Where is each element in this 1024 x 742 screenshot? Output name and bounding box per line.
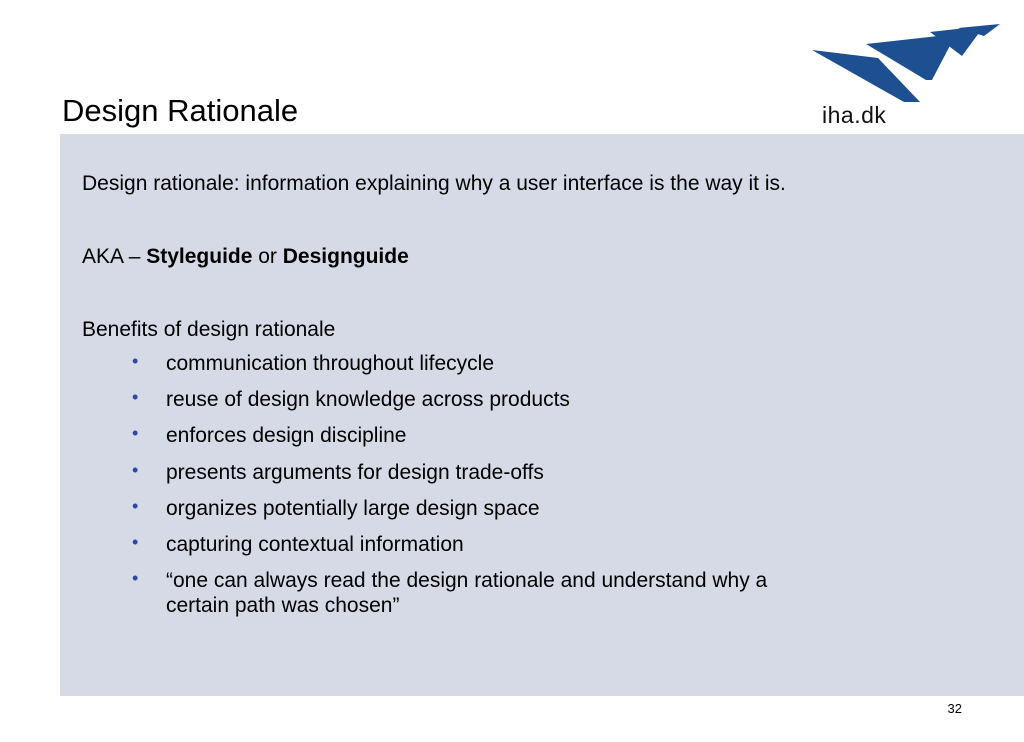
list-item xyxy=(132,532,767,557)
iha-logo xyxy=(808,22,1004,130)
aka-term-designguide: Designguide xyxy=(282,245,409,268)
list-item-text: organizes potentially large design space xyxy=(166,496,540,520)
aka-line xyxy=(82,244,409,269)
slide-title: Design Rationale xyxy=(62,93,299,128)
list-item xyxy=(132,387,767,412)
list-item-text: capturing contextual information xyxy=(166,532,464,556)
list-item-text: enforces design discipline xyxy=(166,424,407,448)
aka-or: or xyxy=(252,245,283,268)
bullet-icon: • xyxy=(132,423,139,444)
bullet-icon: • xyxy=(132,351,139,371)
aka-term-styleguide: Styleguide xyxy=(146,245,253,268)
list-item xyxy=(132,496,767,521)
list-item-text: “one can always read the design rationale and understand why a certain path was chosen” xyxy=(166,569,768,618)
benefits-list xyxy=(132,351,767,630)
content-panel xyxy=(60,134,1024,696)
bullet-icon: • xyxy=(132,568,139,589)
swoosh-logo-icon xyxy=(808,22,1004,102)
list-item xyxy=(132,423,767,448)
list-item-text: presents arguments for design trade-offs xyxy=(166,460,544,484)
list-item-text: communication throughout lifecycle xyxy=(166,352,495,375)
aka-prefix: AKA – xyxy=(82,245,147,268)
definition-text: Design rationale: information explaining why a user interface is the way it is. xyxy=(82,172,786,195)
bullet-icon: • xyxy=(132,459,139,480)
bullet-icon: • xyxy=(132,387,139,408)
page-number: 32 xyxy=(947,701,962,716)
list-item xyxy=(132,460,767,485)
benefits-heading: Benefits of design rationale xyxy=(82,318,336,341)
list-item xyxy=(132,351,767,376)
list-item-text: reuse of design knowledge across products xyxy=(166,388,570,412)
bullet-icon: • xyxy=(132,495,139,516)
bullet-icon: • xyxy=(132,531,139,552)
list-item xyxy=(132,568,767,618)
logo-text: iha.dk xyxy=(822,102,887,128)
